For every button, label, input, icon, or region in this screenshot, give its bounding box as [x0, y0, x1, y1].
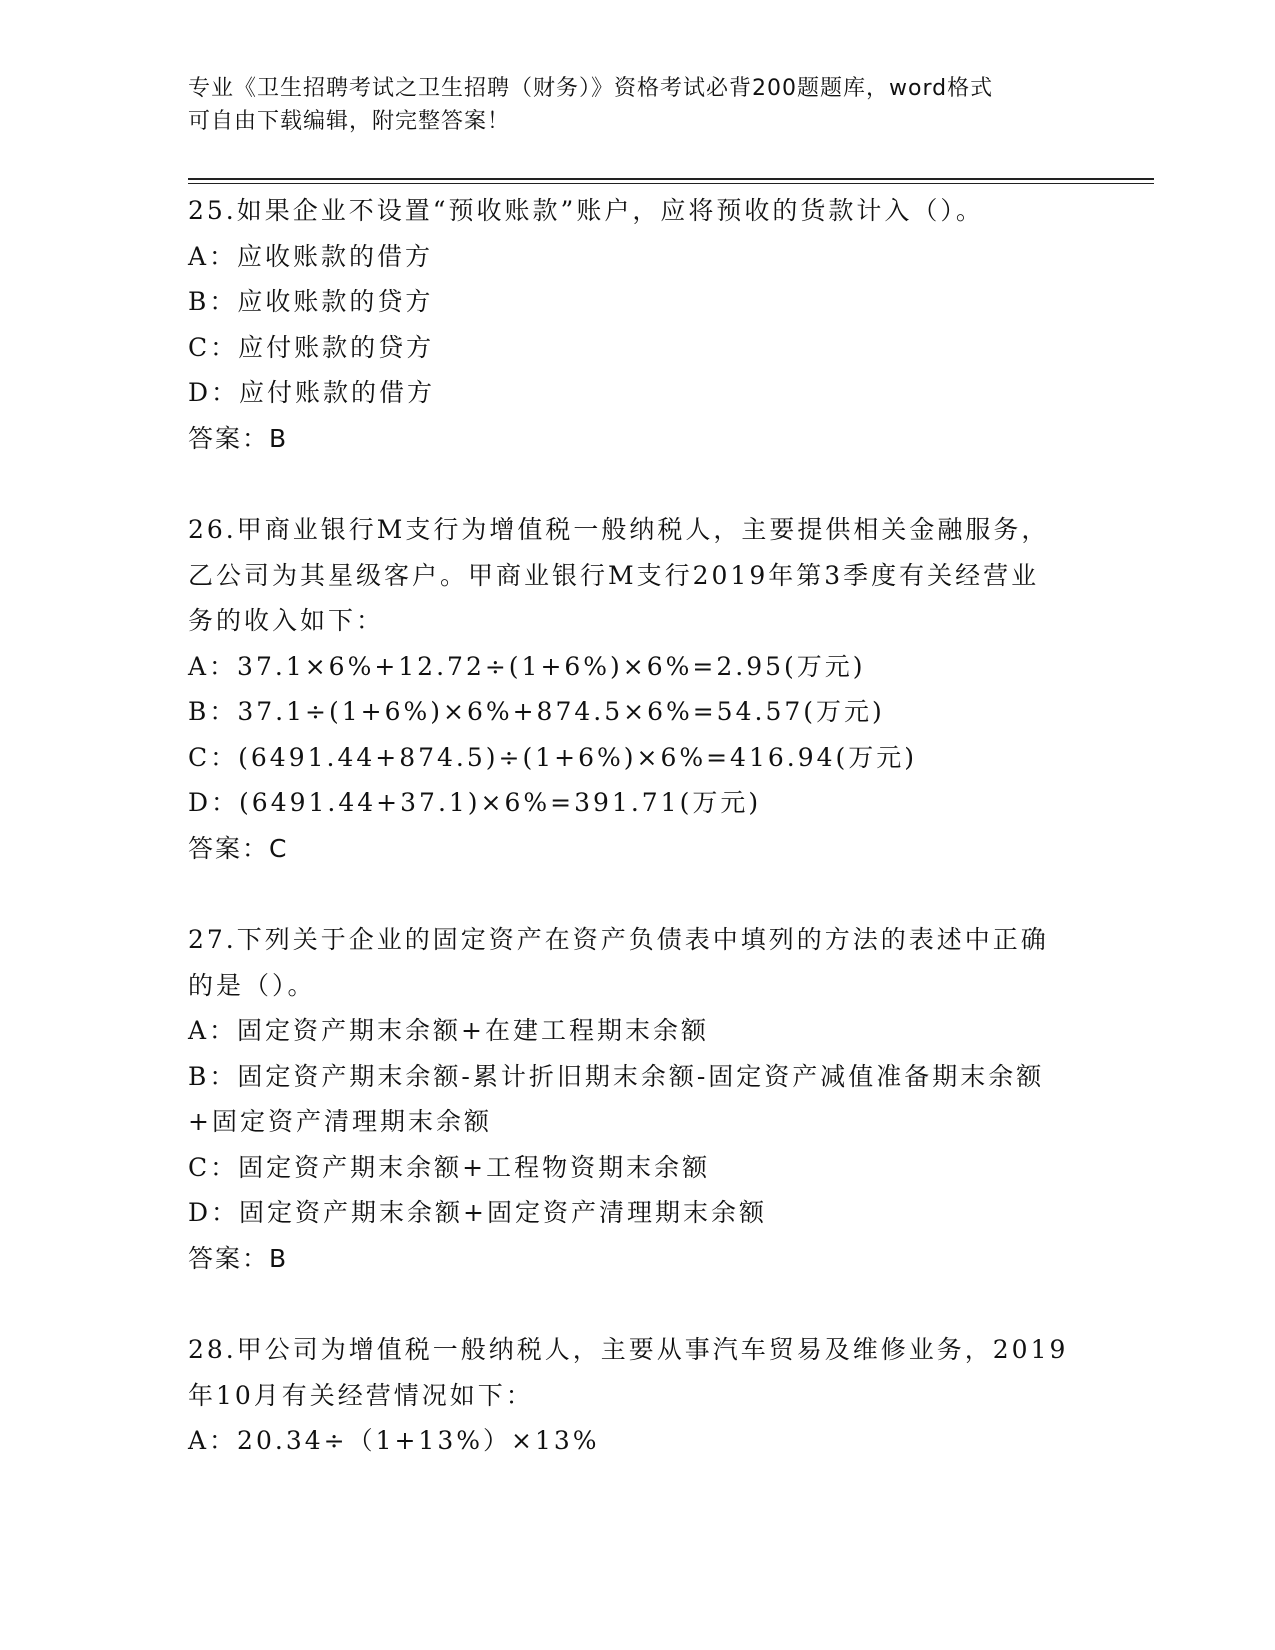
- header-divider-thick: [188, 178, 1154, 180]
- question-text: 28.甲公司为增值税一般纳税人，主要从事汽车贸易及维修业务，2019: [188, 1335, 1069, 1364]
- option-d: D：(6491.44+37.1)×6%=391.71(万元): [188, 788, 762, 817]
- option-d: D：固定资产期末余额+固定资产清理期末余额: [188, 1198, 767, 1227]
- option-a: A：应收账款的借方: [188, 241, 434, 271]
- question-25: [188, 188, 1088, 461]
- option-b: B：37.1÷(1+6%)×6%+874.5×6%=54.57(万元): [188, 697, 885, 726]
- option-a: A：固定资产期末余额+在建工程期末余额: [188, 1016, 710, 1045]
- option-d: D：应付账款的借方: [188, 378, 436, 407]
- question-text: 年10月有关经营情况如下：: [188, 1380, 534, 1410]
- question-list: [188, 188, 1088, 1510]
- option-b-continued: +固定资产清理期末余额: [188, 1107, 492, 1136]
- option-c: C：固定资产期末余额+工程物资期末余额: [188, 1152, 711, 1182]
- question-text: 乙公司为其星级客户。甲商业银行M支行2019年第3季度有关经营业: [188, 560, 1040, 590]
- option-c: C：应付账款的贷方: [188, 332, 435, 362]
- header-divider-thin: [188, 183, 1154, 184]
- option-a: A：20.34÷（1+13%）×13%: [188, 1426, 600, 1455]
- option-a: A：37.1×6%+12.72÷(1+6%)×6%=2.95(万元): [188, 651, 866, 681]
- question-text: 的是（）。: [188, 970, 316, 1000]
- option-b: B：应收账款的贷方: [188, 287, 434, 316]
- document-header: [188, 72, 1068, 138]
- answer: 答案：B: [188, 423, 289, 453]
- question-text: 26.甲商业银行M支行为增值税一般纳税人，主要提供相关金融服务，: [188, 515, 1050, 544]
- question-text: 25.如果企业不设置“预收账款”账户，应将预收的货款计入（）。: [188, 196, 984, 225]
- question-28: [188, 1327, 1088, 1464]
- question-27: [188, 917, 1088, 1281]
- header-line-1: 专业《卫生招聘考试之卫生招聘（财务）》资格考试必背200题题库，word格式: [188, 76, 994, 101]
- option-b: B：固定资产期末余额-累计折旧期末余额-固定资产减值准备期末余额: [188, 1061, 1045, 1091]
- header-line-2: 可自由下载编辑，附完整答案！: [188, 109, 511, 134]
- question-text: 务的收入如下：: [188, 606, 385, 635]
- question-26: [188, 507, 1088, 871]
- option-c: C：(6491.44+874.5)÷(1+6%)×6%=416.94(万元): [188, 742, 918, 772]
- answer: 答案：B: [188, 1243, 289, 1273]
- answer: 答案：C: [188, 833, 289, 863]
- question-text: 27.下列关于企业的固定资产在资产负债表中填列的方法的表述中正确: [188, 925, 1049, 954]
